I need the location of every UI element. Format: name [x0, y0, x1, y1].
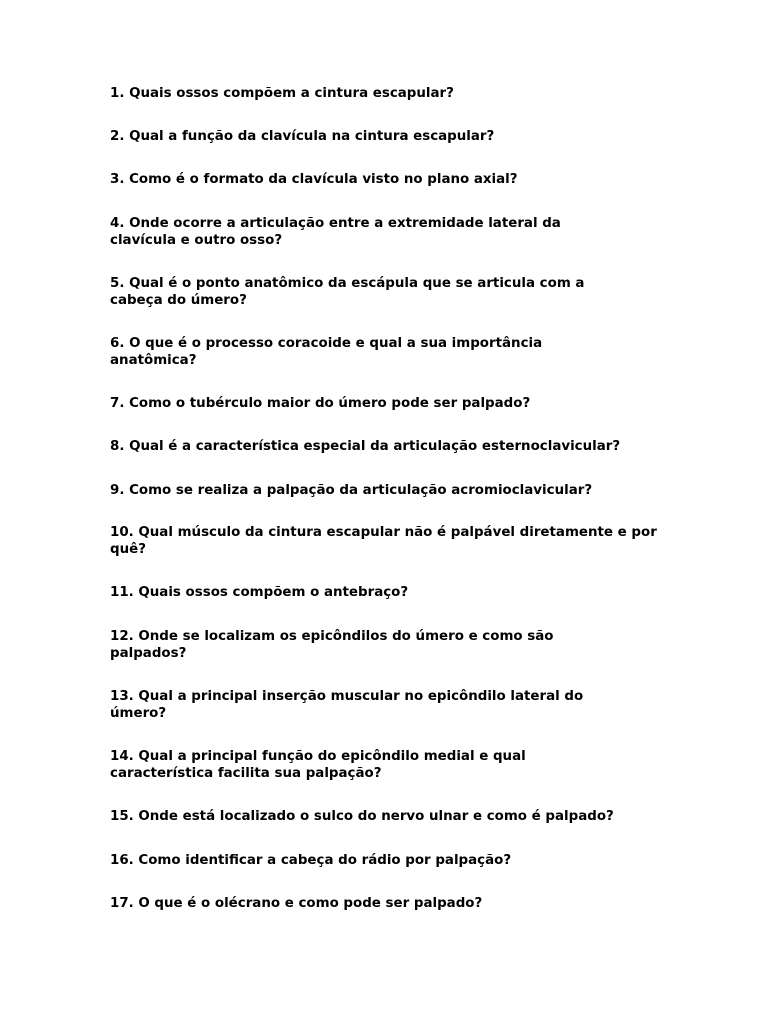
- question-9: 9. Como se realiza a palpação da articulação acromioclavicular?: [110, 483, 593, 498]
- question-16: 16. Como identificar a cabeça do rádio por palpação?: [110, 853, 512, 868]
- question-8: 8. Qual é a característica especial da articulação esternoclavicular?: [110, 439, 621, 454]
- question-17: 17. O que é o olécrano e como pode ser palpado?: [110, 896, 483, 911]
- question-14: 14. Qual a principal função do epicôndilo medial e qual característica facilita sua palpação?: [110, 749, 526, 781]
- question-1: 1. Quais ossos compõem a cintura escapular?: [110, 86, 454, 101]
- question-2: 2. Qual a função da clavícula na cintura escapular?: [110, 129, 495, 144]
- question-15: 15. Onde está localizado o sulco do nervo ulnar e como é palpado?: [110, 809, 614, 824]
- question-3: 3. Como é o formato da clavícula visto no plano axial?: [110, 172, 518, 187]
- question-12: 12. Onde se localizam os epicôndilos do úmero e como são palpados?: [110, 629, 554, 661]
- question-7: 7. Como o tubérculo maior do úmero pode ser palpado?: [110, 396, 531, 411]
- question-13: 13. Qual a principal inserção muscular no epicôndilo lateral do úmero?: [110, 689, 584, 721]
- question-5: 5. Qual é o ponto anatômico da escápula que se articula com a cabeça do úmero?: [110, 276, 585, 308]
- question-10: 10. Qual músculo da cintura escapular não é palpável diretamente e por quê?: [110, 525, 657, 557]
- question-6: 6. O que é o processo coracoide e qual a sua importância anatômica?: [110, 336, 543, 368]
- question-4: 4. Onde ocorre a articulação entre a extremidade lateral da clavícula e outro osso?: [110, 216, 561, 248]
- question-11: 11. Quais ossos compõem o antebraço?: [110, 585, 409, 600]
